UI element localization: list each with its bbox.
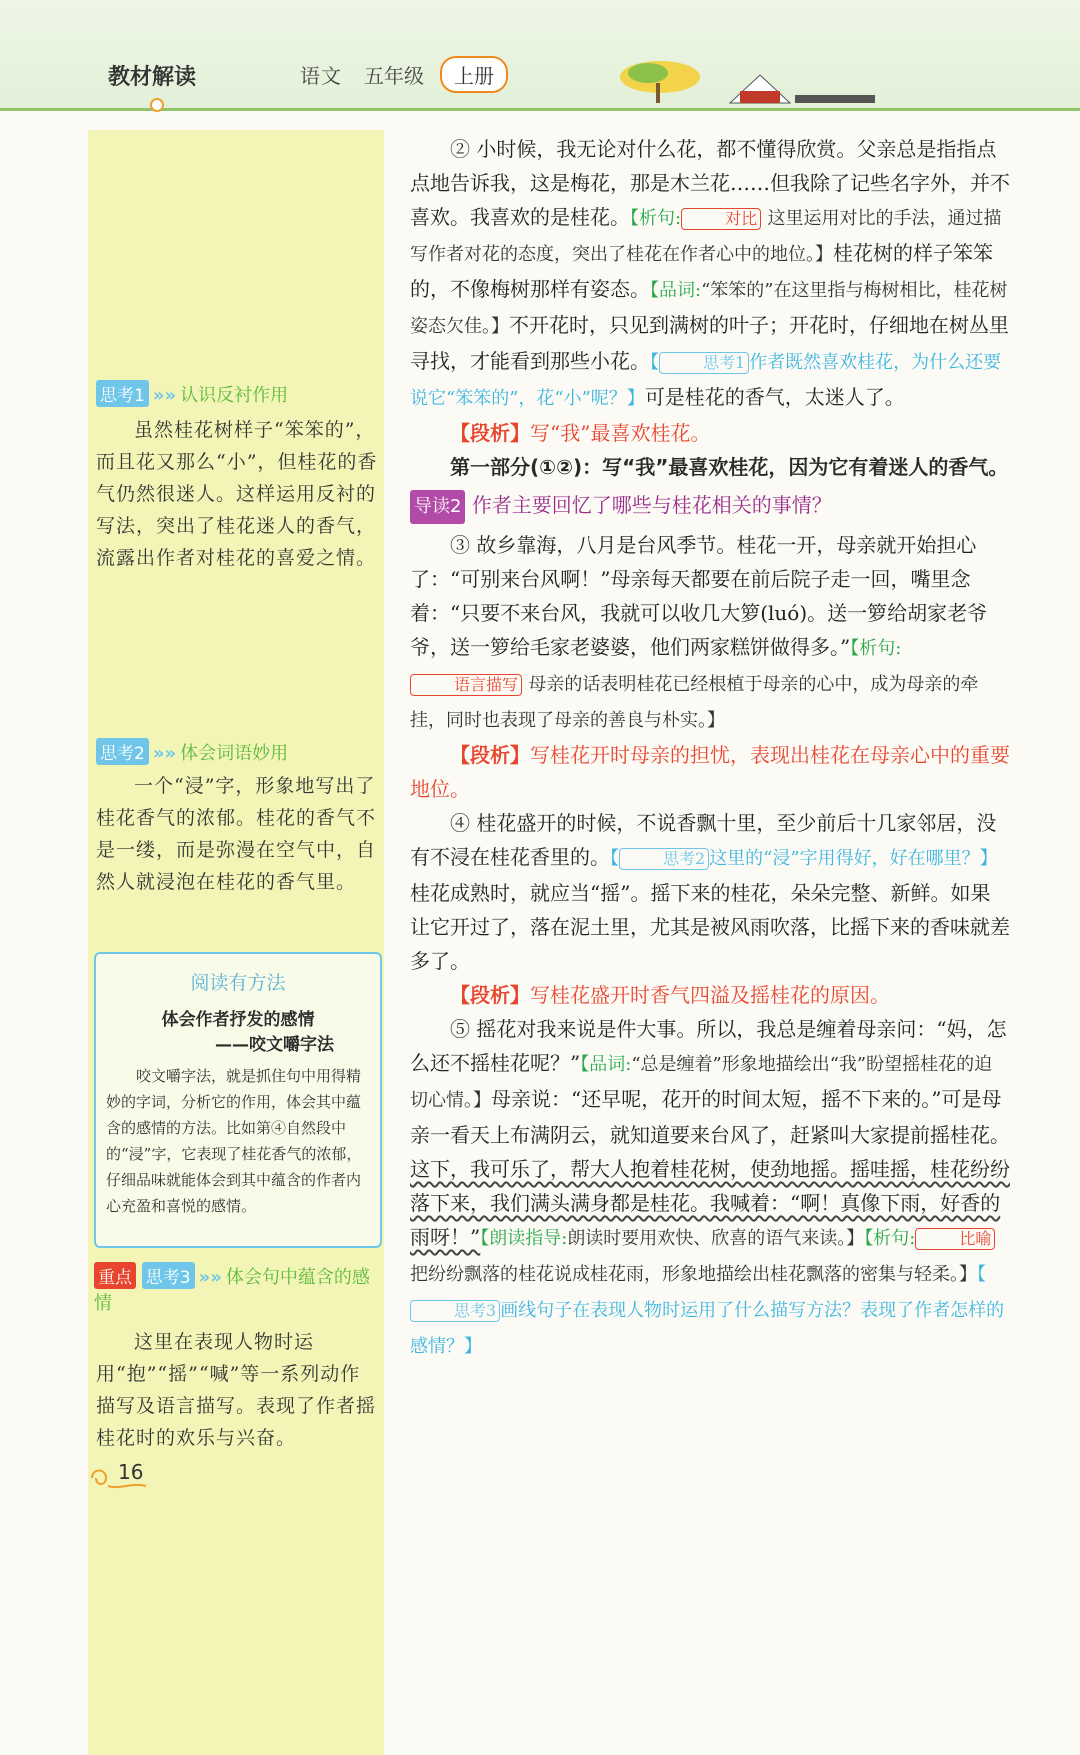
think2-heading	[96, 738, 288, 765]
note-text: “笨笨的”在这里指与梅树相比，桂花树姿态欠佳。】	[410, 280, 1008, 337]
double-arrow-icon: »»	[152, 743, 177, 764]
paragraph-2	[410, 132, 1010, 416]
note-label: 【	[650, 352, 659, 373]
question-text: 这里的“浸”字用得好，好在哪里？】	[709, 848, 998, 869]
question-box: 思考2	[619, 848, 709, 870]
main-text	[410, 132, 1010, 1364]
book-title: 教材解读	[108, 65, 197, 90]
analysis-text: 写桂花开时母亲的担忧，表现出桂花在母亲心中的重要地位。	[410, 743, 1010, 801]
note-label: 【朗读指导:	[480, 1228, 568, 1249]
underlined-sentence: 这下，我可乐了，帮大人抱着桂花树，使劲地摇。摇哇摇，桂花纷纷落下来，我们满头满身都是桂花。我喊着：“啊！真像下雨，好香的雨呀！”	[410, 1157, 1010, 1249]
para-text: 桂花盛开的时候，不说香飘十里，至少前后十几家邻居，没有不浸在桂花香里的。	[410, 811, 997, 869]
landscape-illustration-icon	[600, 55, 880, 105]
header-dot-icon	[150, 98, 164, 112]
para-number: ⑤	[450, 1017, 470, 1041]
analysis-text: 写“我”最喜欢桂花。	[530, 421, 711, 445]
think1-text: 虽然桂花树样子“笨笨的”，而且花又那么“小”，但桂花的香气仍然很迷人。这样运用反衬的写法，突出了桂花迷人的香气，流露出作者对桂花的喜爱之情。	[96, 419, 378, 569]
question-text: 画线句子在表现人物时运用了什么描写方法？表现了作者怎样的感情？】	[410, 1300, 1005, 1357]
note-label: 【析句:	[850, 638, 902, 659]
think1-title: 认识反衬作用	[180, 385, 289, 406]
analysis-3	[410, 738, 1010, 806]
page-header	[0, 0, 1080, 111]
think3-tag: 思考3	[142, 1262, 195, 1289]
sidebar-notes	[88, 130, 384, 1755]
volume-badge: 上册	[440, 56, 508, 93]
analysis-label: 【段析】	[450, 983, 530, 1007]
paragraph-3	[410, 528, 1010, 738]
analysis-label: 【段析】	[450, 421, 530, 445]
method-title: 阅读有方法	[190, 972, 286, 994]
para-number: ④	[450, 811, 470, 835]
method-subtitle-2: ——咬文嚼字法	[215, 1035, 334, 1055]
page-number: 16	[118, 1460, 144, 1484]
para-text: 小时候，我无论对什么花，都不懂得欣赏。父亲总是指指点点地告诉我，这是梅花，那是木兰花……但我除了记些名字外，并不喜欢。我喜欢的是桂花。	[410, 137, 1010, 229]
think3-heading	[94, 1262, 384, 1315]
note-label: 【析句:	[630, 208, 682, 229]
think3-title: 体会句中蕴含的感情	[94, 1267, 370, 1314]
para-text: 母亲说：“还早呢，花开的时间太短，摇不下来的。”可是母亲一看天上布满阴云，就知道要来台风了，赶紧叫大家提前摇桂花。	[410, 1087, 1010, 1147]
grade: 五年级	[364, 64, 424, 88]
note-label: 【	[977, 1264, 986, 1285]
analysis-2	[410, 416, 1010, 450]
analysis-text: 写桂花盛开时香气四溢及摇桂花的原因。	[530, 983, 890, 1007]
key-tag: 重点	[94, 1262, 136, 1289]
note-text: 母亲的话表明桂花已经根植于母亲的心中，成为母亲的牵挂，同时也表现了母亲的善良与朴实。】	[410, 674, 979, 731]
double-arrow-icon: »»	[198, 1267, 222, 1288]
reading-method-box	[94, 952, 382, 1248]
question-box: 思考1	[659, 352, 749, 374]
note-text: “总是缠着”形象地描绘出“我”盼望摇桂花的迫切心情。】	[410, 1054, 993, 1111]
think2-title: 体会词语妙用	[180, 743, 289, 764]
note-box: 对比	[681, 208, 761, 230]
think2-text: 一个“浸”字，形象地写出了桂花香气的浓郁。桂花的香气不是一缕，而是弥漫在空气中，自然人就浸泡在桂花的香气里。	[96, 775, 377, 893]
para-text: 摇花对我来说是件大事。所以，我总是缠着母亲问：“妈，怎么还不摇桂花呢？”	[410, 1017, 1007, 1075]
guide-2	[410, 488, 1010, 524]
para-text: 不开花时，只见到满树的叶子；开花时，仔细地在树丛里寻找，才能看到那些小花。	[410, 313, 1009, 373]
paragraph-4	[410, 806, 1010, 978]
note-text: 这里运用对比的手法，通过描写作者对花的态度，突出了桂花在作者心中的地位。】	[410, 208, 1002, 265]
analysis-label: 【段析】	[450, 743, 530, 767]
note-label: 【	[610, 848, 619, 869]
note-label: 【品词:	[580, 1054, 632, 1075]
para-text: 故乡靠海，八月是台风季节。桂花一开，母亲就开始担心了：“可别来台风啊！”母亲每天都要在前后院子走一回，嘴里念着：“只要不来台风，我就可以收几大箩(luó)。送一箩给胡家老爷爷，送一箩给毛家老婆婆，他们两家糕饼做得多。”	[410, 533, 988, 659]
para-text: 可是桂花的香气，太迷人了。	[644, 385, 905, 409]
think1-tag: 思考1	[96, 380, 149, 407]
question-text: 作者既然喜欢桂花，为什么还要说它“笨笨的”，花“小”呢？】	[410, 352, 1002, 409]
think2-tag: 思考2	[96, 738, 149, 765]
note-text: 把纷纷飘落的桂花说成桂花雨，形象地描绘出桂花飘落的密集与轻柔。】	[410, 1264, 977, 1285]
method-subtitle: 体会作者抒发的感情	[161, 1010, 315, 1030]
method-text: 咬文嚼字法，就是抓住句中用得精妙的字词，分析它的作用，体会其中蕴含的感情的方法。比如第④自然段中的“浸”字，它表现了桂花香气的浓郁，仔细品味就能体会到其中蕴含的作者内心充盈和喜悦的感情。	[106, 1067, 362, 1215]
guide-text: 作者主要回忆了哪些与桂花相关的事情？	[471, 493, 832, 517]
double-arrow-icon: »»	[152, 385, 177, 406]
think1-heading	[96, 380, 288, 407]
note-label: 【析句:	[864, 1228, 916, 1249]
note-label: 【品词:	[650, 280, 702, 301]
para-text: 桂花成熟时，就应当“摇”。摇下来的桂花，朵朵完整、新鲜。如果让它开过了，落在泥土里，尤其是被风雨吹落，比摇下来的香味就差多了。	[410, 881, 1010, 973]
paragraph-5	[410, 1012, 1010, 1364]
note-text: 朗读时要用欢快、欣喜的语气来读。】	[567, 1228, 865, 1249]
subject: 语文	[300, 64, 342, 88]
para-number: ②	[450, 137, 470, 161]
think3-text: 这里在表现人物时运用“抱”“摇”“喊”等一系列动作描写及语言描写。表现了作者摇桂花时的欢乐与兴奋。	[96, 1331, 377, 1449]
note-box: 比喻	[915, 1228, 995, 1250]
question-box: 思考3	[410, 1300, 500, 1322]
para-number: ③	[450, 533, 470, 557]
analysis-4	[410, 978, 1010, 1012]
part1-summary: 第一部分(①②)：写“我”最喜欢桂花，因为它有着迷人的香气。	[450, 455, 1009, 479]
guide-tag: 导读2	[410, 490, 465, 524]
note-box: 语言描写	[410, 674, 522, 696]
para-text: 桂花树的样子笨笨的，不像梅树那样有姿态。	[410, 241, 993, 301]
